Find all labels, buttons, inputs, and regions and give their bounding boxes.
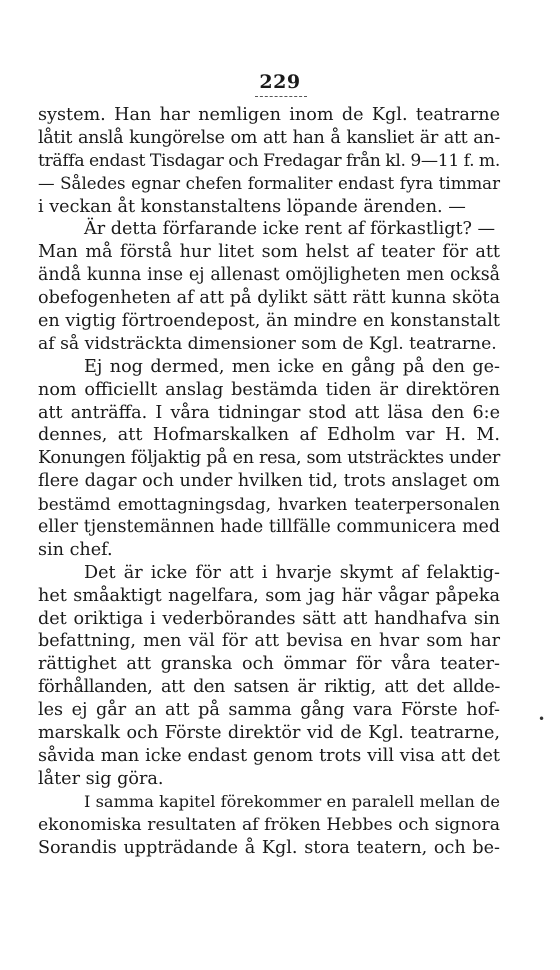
text-line: flere dagar och under hvilken tid, trots anslaget om xyxy=(38,471,500,492)
paragraph xyxy=(38,218,500,355)
text-line: Det är icke för att i hvarje skymt af felaktig- xyxy=(84,562,500,583)
paragraph xyxy=(38,791,500,860)
text-line: en vigtig förtroendepost, än mindre en konstanstalt xyxy=(38,311,500,332)
text-line: sin chef. xyxy=(38,539,113,560)
text-line: marskalk och Förste direktör vid de Kgl. teatrarne, xyxy=(38,723,500,744)
header-rule xyxy=(255,96,307,97)
text-line: låter sig göra. xyxy=(38,768,164,789)
text-line: dennes, att Hofmarskalken af Edholm var H. M. xyxy=(38,425,500,446)
text-line: i veckan åt konstanstaltens löpande ärenden. — xyxy=(38,196,466,217)
text-line: förhållanden, att den satsen är riktig, att det allde- xyxy=(38,677,500,698)
text-line: system. Han har nemligen inom de Kgl. teatrarne xyxy=(38,105,500,125)
paragraph xyxy=(38,104,500,218)
text-line: bestämd emottagningsdag, hvarken teaterpersonalen xyxy=(38,494,500,515)
paragraph xyxy=(38,562,500,791)
body-text xyxy=(38,104,500,859)
text-line: ändå kunna inse ej allenast omöjligheten men också xyxy=(38,265,500,286)
text-line: befattning, men väl för att bevisa en hvar som har xyxy=(38,631,500,652)
text-line: låtit anslå kungörelse om att han å kansliet är att an- xyxy=(38,127,500,148)
text-line: obefogenheten af att på dylikt sätt rätt kunna sköta xyxy=(38,288,500,309)
margin-dot-mark: • xyxy=(538,712,546,726)
text-line: Konungen följaktig på en resa, som utsträcktes under xyxy=(38,448,500,469)
text-line: Är detta förfarande icke rent af förkastligt? — xyxy=(84,219,496,240)
text-line: I samma kapitel förekommer en paralell mellan de xyxy=(84,791,500,811)
text-line: rättighet att granska och ömmar för våra teater- xyxy=(38,654,500,675)
text-line: het småaktigt nagelfara, som jag här vågar påpeka xyxy=(38,585,500,606)
text-line: af så vidsträckta dimensioner som de Kgl. teatrarne. xyxy=(38,333,497,354)
text-line: — Således egnar chefen formaliter endast fyra timmar xyxy=(38,173,500,193)
text-line: Man må förstå hur litet som helst af teater för att xyxy=(38,242,500,263)
text-line: träffa endast Tisdagar och Fredagar från kl. 9—11 f. m. xyxy=(38,150,500,171)
text-line: nom officiellt anslag bestämda tiden är direktören xyxy=(38,379,500,400)
text-line: les ej går an att på samma gång vara Förste hof- xyxy=(38,700,500,721)
text-line: såvida man icke endast genom trots vill visa att det xyxy=(38,745,500,766)
text-line: Sorandis uppträdande å Kgl. stora teatern, och be- xyxy=(38,837,500,858)
paragraph xyxy=(38,356,500,562)
text-line: det oriktiga i vederbörandes sätt att handhafva sin xyxy=(38,608,500,629)
text-line: ekonomiska resultaten af fröken Hebbes och signora xyxy=(38,814,500,835)
page-number: 229 xyxy=(259,71,301,93)
text-line: eller tjenstemännen hade tillfälle communicera med xyxy=(38,517,500,538)
text-line: Ej nog dermed, men icke en gång på den ge- xyxy=(84,356,500,377)
text-line: att anträffa. I våra tidningar stod att läsa den 6:e xyxy=(38,402,500,423)
